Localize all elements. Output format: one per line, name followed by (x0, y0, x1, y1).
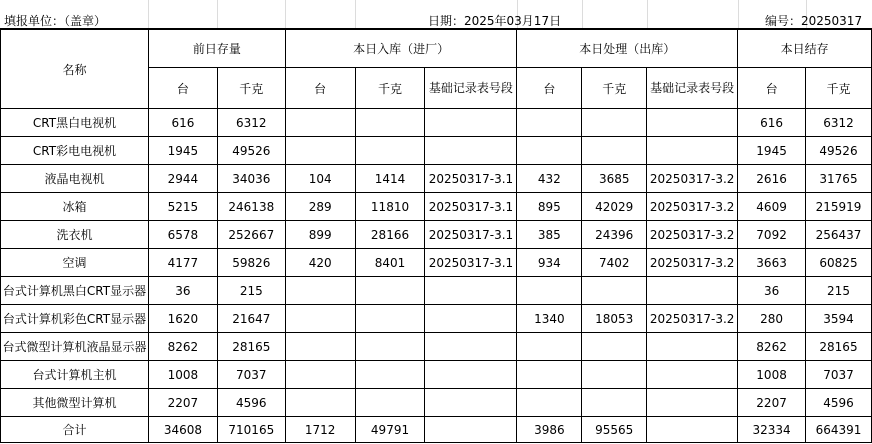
in-record-cell (425, 277, 517, 305)
prev-kg-cell: 49526 (217, 137, 285, 165)
in-units-cell (285, 361, 355, 389)
bal-units-cell: 3663 (738, 249, 806, 277)
bal-kg-cell: 4596 (806, 389, 872, 417)
out-record-cell: 20250317-3.2 (647, 221, 738, 249)
out-record-cell (647, 137, 738, 165)
out-record-cell (647, 333, 738, 361)
item-name-cell: 台式计算机黑白CRT显示器 (1, 277, 149, 305)
in-kg-cell (355, 333, 425, 361)
in-units-cell: 289 (285, 193, 355, 221)
inventory-table (0, 29, 872, 443)
in-units-cell: 420 (285, 249, 355, 277)
out-units-cell: 895 (517, 193, 582, 221)
out-kg-cell: 3685 (582, 165, 647, 193)
out-record-cell (647, 417, 738, 443)
out-units-cell: 1340 (517, 305, 582, 333)
in-kg-cell (355, 361, 425, 389)
prev-kg-cell: 59826 (217, 249, 285, 277)
table-row (1, 221, 872, 249)
unit-label: 填报单位：（盖章） (4, 14, 107, 28)
table-row (1, 165, 872, 193)
table-row (1, 193, 872, 221)
out-kg-cell: 95565 (582, 417, 647, 443)
out-kg-cell (582, 109, 647, 137)
out-units-cell (517, 333, 582, 361)
bal-kg-cell: 7037 (806, 361, 872, 389)
out-record-cell: 20250317-3.2 (647, 165, 738, 193)
bal-kg-cell: 3594 (806, 305, 872, 333)
out-kg-cell (582, 277, 647, 305)
grid-line (647, 0, 648, 28)
out-units-cell (517, 137, 582, 165)
item-name-cell: 其他微型计算机 (1, 389, 149, 417)
out-record-cell (647, 389, 738, 417)
item-name-cell: 冰箱 (1, 193, 149, 221)
prev-units-cell: 1620 (148, 305, 217, 333)
name-header: 名称 (1, 30, 149, 109)
date-label: 日期：2025年03月17日 (428, 14, 562, 28)
in-record-cell: 20250317-3.1 (425, 249, 517, 277)
item-name-cell: 合计 (1, 417, 149, 443)
number-label: 编号：20250317 (765, 14, 863, 28)
out-units-cell: 432 (517, 165, 582, 193)
bal-kg-cell: 215919 (806, 193, 872, 221)
out-kg-cell: 42029 (582, 193, 647, 221)
in-kg-cell: 1414 (355, 165, 425, 193)
in-record-cell (425, 389, 517, 417)
group-header-previous-stock: 前日存量 (148, 30, 285, 68)
out-kg-cell: 24396 (582, 221, 647, 249)
prev-units-cell: 1945 (148, 137, 217, 165)
bal-units-cell: 1945 (738, 137, 806, 165)
bal-units-cell: 8262 (738, 333, 806, 361)
in-units-cell: 104 (285, 165, 355, 193)
out-record-cell: 20250317-3.2 (647, 193, 738, 221)
bal-kg-cell: 215 (806, 277, 872, 305)
out-record-cell: 20250317-3.2 (647, 305, 738, 333)
bal-kg-cell: 6312 (806, 109, 872, 137)
bal-units-cell: 616 (738, 109, 806, 137)
prev-units-cell: 1008 (148, 361, 217, 389)
group-header-row (1, 30, 872, 68)
prev-units-cell: 8262 (148, 333, 217, 361)
in-record-cell: 20250317-3.1 (425, 193, 517, 221)
table-row (1, 361, 872, 389)
in-units-cell (285, 389, 355, 417)
out-units-cell: 385 (517, 221, 582, 249)
item-name-cell: 台式计算机主机 (1, 361, 149, 389)
in-record-cell (425, 109, 517, 137)
in-units-cell (285, 333, 355, 361)
prev-units-cell: 36 (148, 277, 217, 305)
prev-units-cell: 2944 (148, 165, 217, 193)
prev-units-cell: 34608 (148, 417, 217, 443)
in-kg-cell (355, 389, 425, 417)
in-kg-cell: 11810 (355, 193, 425, 221)
prev-kg-cell: 246138 (217, 193, 285, 221)
table-row (1, 137, 872, 165)
grid-line (148, 0, 149, 28)
prev-units-cell: 2207 (148, 389, 217, 417)
prev-kg-cell: 710165 (217, 417, 285, 443)
in-record-cell (425, 417, 517, 443)
in-record-cell (425, 333, 517, 361)
in-units-cell (285, 305, 355, 333)
grid-line (582, 0, 583, 28)
prev-kg-cell: 215 (217, 277, 285, 305)
out-kg-cell (582, 361, 647, 389)
bal-units-cell: 2616 (738, 165, 806, 193)
in-record-cell (425, 305, 517, 333)
in-units-cell (285, 277, 355, 305)
in-kg-cell: 8401 (355, 249, 425, 277)
item-name-cell: CRT黑白电视机 (1, 109, 149, 137)
item-name-cell: CRT彩电电视机 (1, 137, 149, 165)
sub-header-units: 台 (517, 68, 582, 109)
in-units-cell: 1712 (285, 417, 355, 443)
in-units-cell: 899 (285, 221, 355, 249)
in-kg-cell (355, 137, 425, 165)
prev-kg-cell: 252667 (217, 221, 285, 249)
bal-units-cell: 7092 (738, 221, 806, 249)
group-header-balance: 本日结存 (738, 30, 872, 68)
bal-units-cell: 1008 (738, 361, 806, 389)
in-kg-cell: 49791 (355, 417, 425, 443)
out-kg-cell: 18053 (582, 305, 647, 333)
item-name-cell: 台式计算机彩色CRT显示器 (1, 305, 149, 333)
sub-header-units: 台 (738, 68, 806, 109)
table-row (1, 389, 872, 417)
prev-units-cell: 616 (148, 109, 217, 137)
prev-kg-cell: 7037 (217, 361, 285, 389)
item-name-cell: 台式微型计算机液晶显示器 (1, 333, 149, 361)
out-kg-cell (582, 389, 647, 417)
out-units-cell (517, 109, 582, 137)
out-units-cell: 934 (517, 249, 582, 277)
sub-header-kg: 千克 (806, 68, 872, 109)
bal-units-cell: 280 (738, 305, 806, 333)
bal-kg-cell: 31765 (806, 165, 872, 193)
table-row (1, 277, 872, 305)
prev-kg-cell: 4596 (217, 389, 285, 417)
sub-header-kg: 千克 (355, 68, 425, 109)
prev-kg-cell: 21647 (217, 305, 285, 333)
prev-units-cell: 5215 (148, 193, 217, 221)
prev-kg-cell: 6312 (217, 109, 285, 137)
sub-header-units: 台 (148, 68, 217, 109)
group-header-outbound: 本日处理（出库） (517, 30, 738, 68)
table-row (1, 109, 872, 137)
out-kg-cell: 7402 (582, 249, 647, 277)
out-record-cell: 20250317-3.2 (647, 249, 738, 277)
out-record-cell (647, 277, 738, 305)
item-name-cell: 空调 (1, 249, 149, 277)
in-record-cell (425, 361, 517, 389)
out-kg-cell (582, 137, 647, 165)
bal-kg-cell: 28165 (806, 333, 872, 361)
bal-kg-cell: 49526 (806, 137, 872, 165)
out-units-cell (517, 389, 582, 417)
item-name-cell: 液晶电视机 (1, 165, 149, 193)
out-units-cell (517, 277, 582, 305)
table-row (1, 333, 872, 361)
bal-units-cell: 4609 (738, 193, 806, 221)
in-kg-cell: 28166 (355, 221, 425, 249)
item-name-cell: 洗衣机 (1, 221, 149, 249)
in-record-cell: 20250317-3.1 (425, 221, 517, 249)
sub-header-kg: 千克 (217, 68, 285, 109)
prev-units-cell: 6578 (148, 221, 217, 249)
in-record-cell: 20250317-3.1 (425, 165, 517, 193)
sheet-header (0, 0, 872, 28)
in-kg-cell (355, 109, 425, 137)
in-units-cell (285, 109, 355, 137)
bal-units-cell: 2207 (738, 389, 806, 417)
grid-line (355, 0, 356, 28)
out-record-cell (647, 109, 738, 137)
bal-kg-cell: 664391 (806, 417, 872, 443)
in-units-cell (285, 137, 355, 165)
grid-line (217, 0, 218, 28)
prev-kg-cell: 34036 (217, 165, 285, 193)
grid-line (738, 0, 739, 28)
table-row (1, 249, 872, 277)
prev-units-cell: 4177 (148, 249, 217, 277)
in-kg-cell (355, 277, 425, 305)
bal-units-cell: 32334 (738, 417, 806, 443)
prev-kg-cell: 28165 (217, 333, 285, 361)
sub-header-record-range: 基础记录表号段 (425, 68, 517, 109)
grid-line (285, 0, 286, 28)
sub-header-kg: 千克 (582, 68, 647, 109)
in-record-cell (425, 137, 517, 165)
total-row (1, 417, 872, 443)
out-kg-cell (582, 333, 647, 361)
out-units-cell (517, 361, 582, 389)
sub-header-units: 台 (285, 68, 355, 109)
sub-header-record-range: 基础记录表号段 (647, 68, 738, 109)
in-kg-cell (355, 305, 425, 333)
bal-kg-cell: 60825 (806, 249, 872, 277)
bal-units-cell: 36 (738, 277, 806, 305)
out-record-cell (647, 361, 738, 389)
group-header-inbound: 本日入库（进厂） (285, 30, 517, 68)
out-units-cell: 3986 (517, 417, 582, 443)
table-row (1, 305, 872, 333)
bal-kg-cell: 256437 (806, 221, 872, 249)
